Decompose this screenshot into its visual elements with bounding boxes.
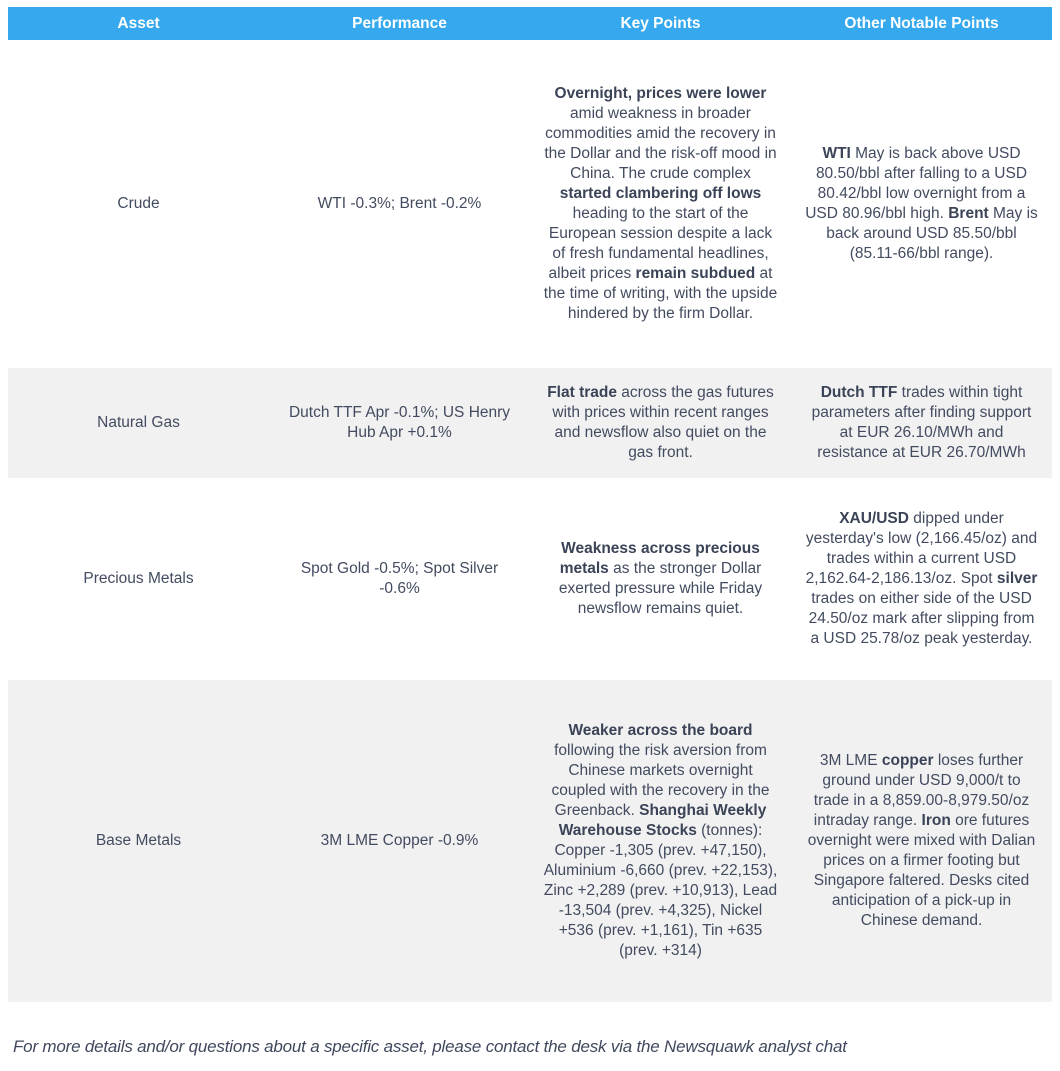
asset-cell: Natural Gas: [8, 368, 269, 478]
other-points-cell: XAU/USD dipped under yesterday's low (2,166.45/oz) and trades within a current USD 2,162.64-2,186.13/oz. Spot silver trades on either side of the USD 24.50/oz mark after slipping from a USD 25.78/oz peak yesterday.: [805, 510, 1038, 647]
key-points-cell: Weaker across the board following the risk aversion from Chinese markets overnight coupled with the recovery in the Greenback. Shanghai Weekly Warehouse Stocks (tonnes): Copper -1,305 (prev. +47,150), Aluminium -6,660 (prev. +22,153), Zinc +2,289 (prev. +10,913), Lead -13,504 (prev. +4,325), Nickel +536 (prev. +1,161), Tin +635 (prev. +314): [530, 680, 791, 1002]
table-row-precious-metals: [8, 478, 1052, 680]
performance-cell: Spot Gold -0.5%; Spot Silver -0.6%: [300, 560, 499, 597]
header-asset: Asset: [8, 7, 269, 40]
table-row-natural-gas: [8, 368, 1052, 478]
performance-cell: 3M LME Copper -0.9%: [269, 680, 530, 1002]
table-row-crude: [8, 40, 1052, 368]
other-points-cell: Dutch TTF trades within tight parameters after finding support at EUR 26.10/MWh and resistance at EUR 26.70/MWh: [791, 368, 1052, 478]
header-performance: Performance: [269, 7, 530, 40]
header-key-points: Key Points: [530, 7, 791, 40]
table-body: [8, 40, 1052, 1002]
table-row-base-metals: [8, 680, 1052, 1002]
asset-cell: Base Metals: [8, 680, 269, 1002]
performance-cell: WTI -0.3%; Brent -0.2%: [317, 195, 482, 212]
footer-note: For more details and/or questions about a specific asset, please contact the desk via the Newsquawk analyst chat: [13, 1037, 847, 1056]
header-other-notable-points: Other Notable Points: [791, 7, 1052, 40]
other-points-cell: WTI May is back above USD 80.50/bbl after falling to a USD 80.42/bbl low overnight from a USD 80.96/bbl high. Brent May is back around USD 85.50/bbl (85.11-66/bbl range).: [805, 145, 1038, 262]
table-header: [8, 7, 1052, 40]
header-row: [8, 7, 1052, 40]
key-points-cell: Weakness across precious metals as the stronger Dollar exerted pressure while Friday newsflow remains quiet.: [558, 540, 763, 617]
key-points-cell: Flat trade across the gas futures with prices within recent ranges and newsflow also quiet on the gas front.: [530, 368, 791, 478]
performance-cell: Dutch TTF Apr -0.1%; US Henry Hub Apr +0.1%: [269, 368, 530, 478]
key-points-cell: Overnight, prices were lower amid weakness in broader commodities amid the recovery in the Dollar and the risk-off mood in China. The crude complex started clambering off lows heading to the start of the European session despite a lack of fresh fundamental headlines, albeit prices remain subdued at the time of writing, with the upside hindered by the firm Dollar.: [543, 85, 778, 322]
commodities-table: [8, 7, 1052, 1002]
asset-cell: Crude: [117, 195, 160, 212]
other-points-cell: 3M LME copper loses further ground under USD 9,000/t to trade in a 8,859.00-8,979.50/oz intraday range. Iron ore futures overnight were mixed with Dalian prices on a firmer footing but Singapore faltered. Desks cited anticipation of a pick-up in Chinese demand.: [791, 680, 1052, 1002]
asset-cell: Precious Metals: [83, 570, 194, 587]
